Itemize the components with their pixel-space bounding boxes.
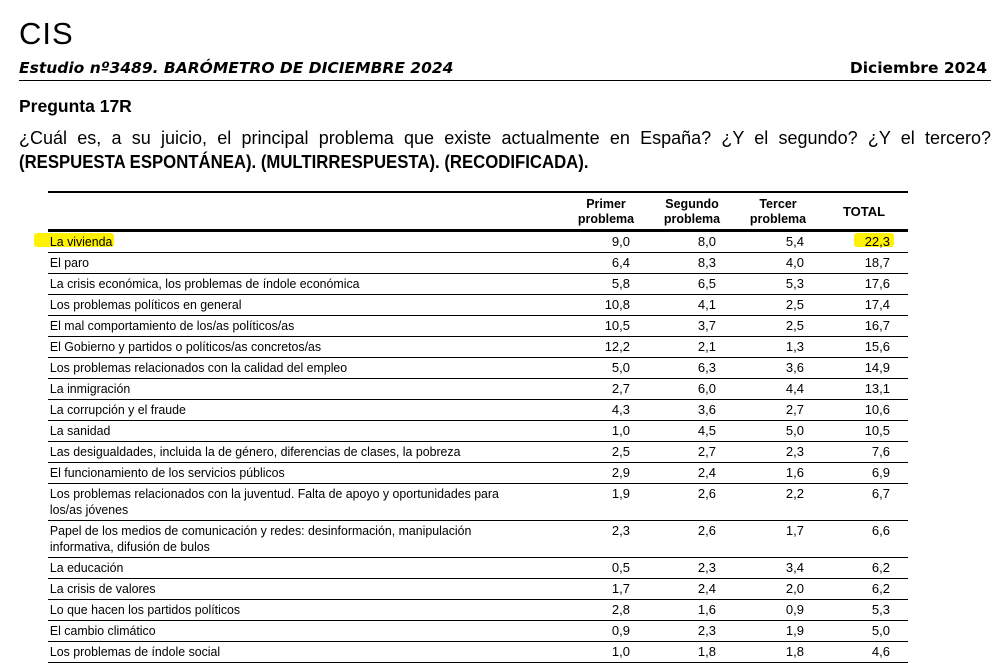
row-label: El Gobierno y partidos o políticos/as concretos/as	[49, 339, 322, 354]
table-body	[48, 232, 908, 663]
table-row	[48, 400, 908, 421]
value-segundo: 6,5	[697, 276, 716, 291]
value-primer: 4,3	[611, 402, 630, 417]
value-tercer: 2,0	[785, 581, 804, 596]
column-header-line: Segundo	[665, 197, 719, 211]
table-row	[48, 295, 908, 316]
table-row	[48, 579, 908, 600]
value-tercer: 1,8	[785, 644, 804, 659]
value-tercer: 3,6	[785, 360, 804, 375]
value-segundo: 2,7	[697, 444, 716, 459]
table-header	[48, 193, 908, 232]
table-row	[48, 621, 908, 642]
value-total: 15,6	[864, 339, 890, 354]
study-title: Estudio nº3489. BARÓMETRO DE DICIEMBRE 2024	[19, 59, 454, 77]
value-total: 10,6	[864, 402, 890, 417]
value-primer: 10,8	[604, 297, 630, 312]
row-label: La inmigración	[49, 381, 131, 396]
value-total: 6,6	[871, 523, 890, 538]
row-label: Las desigualdades, incluida la de género, diferencias de clases, la pobreza	[49, 444, 461, 459]
column-header-tercer	[738, 197, 818, 227]
table-row	[48, 642, 908, 663]
row-label: Los problemas relacionados con la juventud. Falta de apoyo y oportunidades para los/as jóvenes	[49, 486, 499, 517]
study-date: Diciembre 2024	[849, 59, 987, 77]
value-tercer: 2,2	[785, 486, 804, 501]
question-text: ¿Cuál es, a su juicio, el principal problema que existe actualmente en España? ¿Y el segundo? ¿Y el tercero?	[19, 128, 991, 148]
value-primer: 10,5	[604, 318, 630, 333]
value-total: 6,2	[871, 581, 890, 596]
value-segundo: 2,1	[697, 339, 716, 354]
value-tercer: 2,3	[785, 444, 804, 459]
value-primer: 1,0	[611, 644, 630, 659]
value-primer: 9,0	[611, 234, 630, 249]
value-tercer: 3,4	[785, 560, 804, 575]
value-primer: 6,4	[611, 255, 630, 270]
value-tercer: 2,5	[785, 318, 804, 333]
row-label: La sanidad	[49, 423, 111, 438]
row-label: La crisis económica, los problemas de índole económica	[49, 276, 360, 291]
value-primer: 2,7	[611, 381, 630, 396]
value-segundo: 2,6	[697, 486, 716, 501]
value-segundo: 8,3	[697, 255, 716, 270]
value-segundo: 2,4	[697, 581, 716, 596]
row-label: Papel de los medios de comunicación y redes: desinformación, manipulación informativa, difusión de bulos	[49, 523, 472, 554]
table-row	[48, 337, 908, 358]
value-segundo: 4,1	[697, 297, 716, 312]
row-label: Los problemas de índole social	[49, 644, 221, 659]
value-segundo: 2,3	[697, 623, 716, 638]
value-total: 17,4	[864, 297, 890, 312]
value-total: 6,7	[871, 486, 890, 501]
value-primer: 2,8	[611, 602, 630, 617]
row-label: El paro	[49, 255, 90, 270]
value-tercer: 0,9	[785, 602, 804, 617]
table-row	[48, 316, 908, 337]
row-label: Los problemas políticos en general	[49, 297, 242, 312]
column-header-segundo	[652, 197, 732, 227]
column-header-line: problema	[749, 212, 807, 226]
row-label: Lo que hacen los partidos políticos	[49, 602, 241, 617]
value-primer: 5,0	[611, 360, 630, 375]
value-segundo: 1,8	[697, 644, 716, 659]
value-primer: 2,9	[611, 465, 630, 480]
value-tercer: 4,0	[785, 255, 804, 270]
value-total: 5,0	[871, 623, 890, 638]
row-label: El funcionamiento de los servicios públicos	[49, 465, 285, 480]
value-total: 10,5	[864, 423, 890, 438]
value-segundo: 3,6	[697, 402, 716, 417]
table-row	[48, 600, 908, 621]
value-primer: 2,3	[611, 523, 630, 538]
results-table	[48, 191, 908, 663]
value-total: 22,3	[864, 234, 890, 249]
column-header-line: Tercer	[759, 197, 797, 211]
value-total: 5,3	[871, 602, 890, 617]
value-primer: 5,8	[611, 276, 630, 291]
value-tercer: 1,9	[785, 623, 804, 638]
column-header-total: TOTAL	[842, 204, 886, 219]
value-primer: 2,5	[611, 444, 630, 459]
value-segundo: 2,3	[697, 560, 716, 575]
column-header-line: problema	[663, 212, 721, 226]
value-tercer: 2,5	[785, 297, 804, 312]
table-row	[48, 521, 908, 558]
table-row	[48, 253, 908, 274]
row-label: Los problemas relacionados con la calidad del empleo	[49, 360, 348, 375]
value-segundo: 6,3	[697, 360, 716, 375]
table-row	[48, 421, 908, 442]
column-header-line: Primer	[586, 197, 626, 211]
row-label: La vivienda	[49, 234, 113, 249]
value-tercer: 5,0	[785, 423, 804, 438]
value-total: 4,6	[871, 644, 890, 659]
table-row	[48, 463, 908, 484]
value-segundo: 4,5	[697, 423, 716, 438]
question-title: Pregunta 17R	[19, 96, 132, 116]
table-row	[48, 379, 908, 400]
value-segundo: 2,6	[697, 523, 716, 538]
value-primer: 1,0	[611, 423, 630, 438]
organization-logo-text: CIS	[19, 16, 74, 51]
study-header	[19, 58, 991, 81]
row-label: La corrupción y el fraude	[49, 402, 186, 417]
value-segundo: 3,7	[697, 318, 716, 333]
value-segundo: 2,4	[697, 465, 716, 480]
value-tercer: 4,4	[785, 381, 804, 396]
value-primer: 0,9	[611, 623, 630, 638]
value-tercer: 1,7	[785, 523, 804, 538]
value-total: 6,2	[871, 560, 890, 575]
value-tercer: 1,6	[785, 465, 804, 480]
question-note: (RESPUESTA ESPONTÁNEA). (MULTIRRESPUESTA). (RECODIFICADA).	[19, 152, 589, 172]
value-segundo: 8,0	[697, 234, 716, 249]
table-row	[48, 442, 908, 463]
value-tercer: 1,3	[785, 339, 804, 354]
value-segundo: 6,0	[697, 381, 716, 396]
column-header-line: problema	[577, 212, 635, 226]
row-label: El cambio climático	[49, 623, 156, 638]
table-row	[48, 558, 908, 579]
value-primer: 1,9	[611, 486, 630, 501]
value-total: 16,7	[864, 318, 890, 333]
value-tercer: 5,4	[785, 234, 804, 249]
value-total: 18,7	[864, 255, 890, 270]
value-tercer: 2,7	[785, 402, 804, 417]
table-row	[48, 232, 908, 253]
value-total: 14,9	[864, 360, 890, 375]
row-label: La educación	[49, 560, 124, 575]
value-primer: 0,5	[611, 560, 630, 575]
value-primer: 12,2	[604, 339, 630, 354]
value-segundo: 1,6	[697, 602, 716, 617]
table-row	[48, 358, 908, 379]
column-header-primer	[568, 197, 644, 227]
table-row	[48, 484, 908, 521]
value-total: 6,9	[871, 465, 890, 480]
row-label: La crisis de valores	[49, 581, 156, 596]
value-total: 13,1	[864, 381, 890, 396]
value-tercer: 5,3	[785, 276, 804, 291]
value-primer: 1,7	[611, 581, 630, 596]
row-label: El mal comportamiento de los/as políticos/as	[49, 318, 295, 333]
value-total: 7,6	[871, 444, 890, 459]
value-total: 17,6	[864, 276, 890, 291]
table-row	[48, 274, 908, 295]
